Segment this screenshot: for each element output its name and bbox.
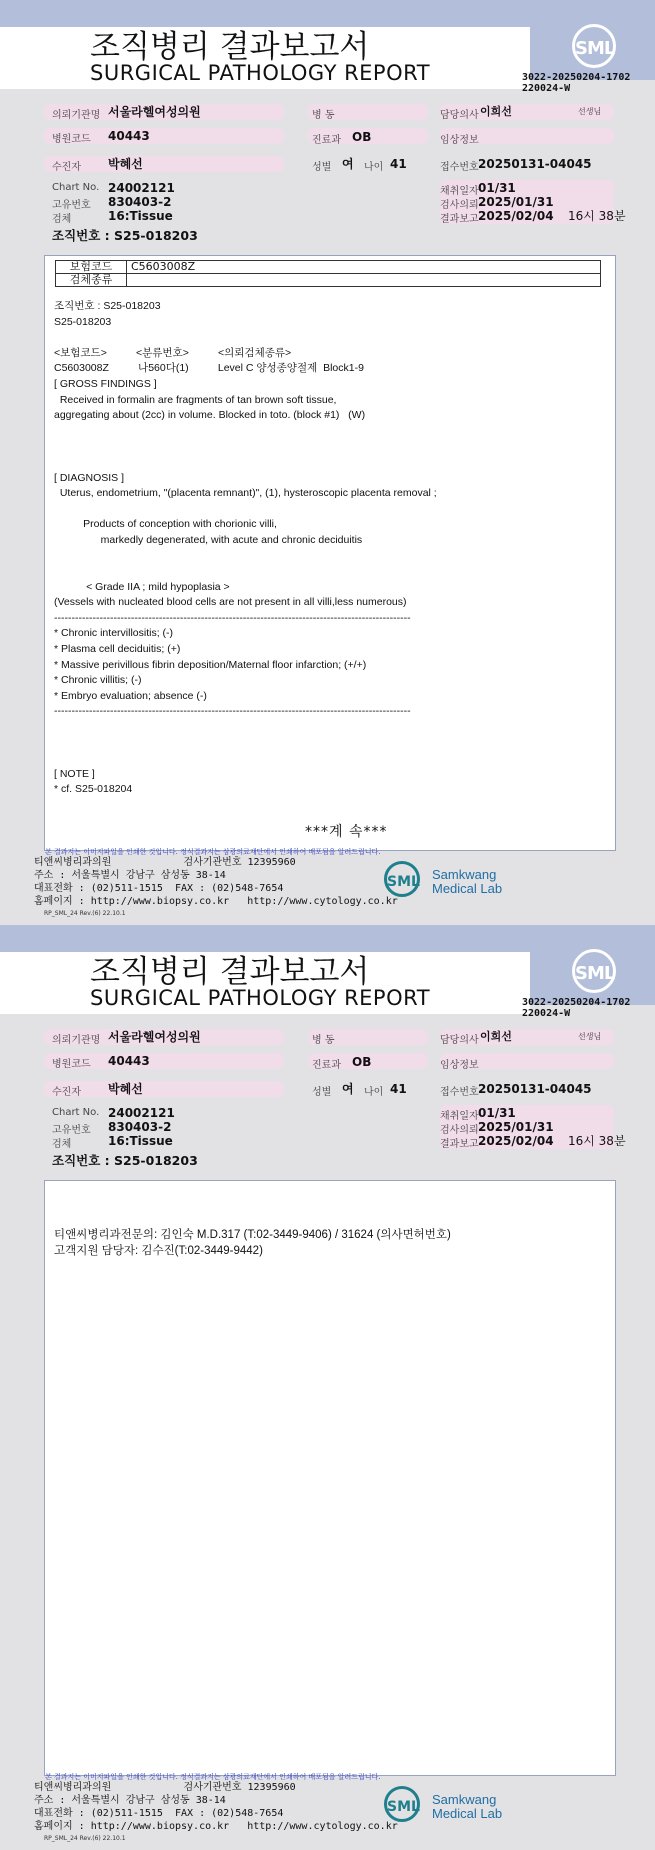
field-department: 진료과 OB: [312, 130, 372, 146]
report-line: < Grade IIA ; mild hypoplasia >: [54, 580, 230, 593]
report-line: [ DIAGNOSIS ]: [54, 471, 125, 484]
footer-notice: 본 결과지는 이미지파일을 인쇄한 것입니다. 정식결과지는 삼광의료재단에서 인쇄하여 배포됨을 알려드립니다.: [45, 1773, 381, 1781]
field-chart-no: Chart No. 24002121: [52, 1106, 175, 1120]
footer-info: 티앤씨병리과의원 검사기관번호 12395960 주소 : 서울특별시 강남구 삼성동 38-14 대표전화 : (02)511-1515 FAX : (02)548-7654 홈페이지 : http://www.biopsy.co.kr http://www.cytology.co.kr: [34, 1782, 398, 1832]
report-line: [54, 549, 437, 565]
continued-mark: ***계 속***: [305, 824, 388, 840]
field-clinical-info: 임상정보: [440, 135, 479, 146]
report-line: [54, 564, 437, 580]
field-hospital: 의뢰기관명 서울라헬여성의원: [52, 105, 201, 121]
report-line: ------------------------------------------------------------------------------------------------------: [54, 705, 411, 718]
report-line: Received in formalin are fragments of tan brown soft tissue,: [54, 393, 337, 406]
report-page-2: [0, 925, 655, 1850]
field-hospital-code: 병원코드 40443: [52, 129, 150, 145]
pathology-number: 조직번호 : S25-018203: [52, 228, 198, 243]
page2-line: 티앤씨병리과전문의: 김인숙 M.D.317 (T:02-3449-9406) / 31624 (의사면허번호): [54, 1229, 451, 1241]
specimen-type: [127, 274, 601, 287]
title-korean: 조직병리 결과보고서: [90, 954, 370, 990]
report-line: <보험코드> <분류번호> <의뢰검체종류>: [54, 346, 292, 359]
report-line: [54, 751, 437, 767]
sml-logo-icon: SML: [572, 24, 616, 68]
report-line: (Vessels with nucleated blood cells are not present in all villi,less numerous): [54, 596, 407, 609]
report-line: [54, 330, 437, 346]
insurance-code-label: 보험코드: [56, 261, 127, 274]
field-collect-date: 채취일자 01/31: [440, 181, 516, 197]
field-specimen: 검체 16:Tissue: [52, 1134, 173, 1150]
report-line: [54, 502, 437, 518]
field-request-date: 검사의뢰 2025/01/31: [440, 1120, 554, 1136]
report-body: [54, 299, 437, 798]
field-specimen: 검체 16:Tissue: [52, 209, 173, 225]
field-id: 고유번호 830403-2: [52, 1120, 172, 1136]
field-hospital: 의뢰기관명 서울라헬여성의원: [52, 1030, 201, 1046]
footer-notice: 본 결과지는 이미지파일을 인쇄한 것입니다. 정식결과지는 삼광의료재단에서 인쇄하여 배포됨을 알려드립니다.: [45, 848, 381, 856]
page2-line: 고객지원 담당자: 김수진(T:02-3449-9442): [54, 1245, 263, 1257]
report-line: [54, 439, 437, 455]
sml-logo-icon: SML: [572, 949, 616, 993]
title-korean: 조직병리 결과보고서: [90, 29, 370, 65]
field-hospital-code: 병원코드 40443: [52, 1054, 150, 1070]
field-sex-age: 성별 여 나이 41: [312, 157, 407, 173]
title-english: SURGICAL PATHOLOGY REPORT: [90, 61, 431, 85]
field-sex-age: 성별 여 나이 41: [312, 1082, 407, 1098]
report-content-box: [44, 1180, 616, 1776]
report-line: * Chronic villitis; (-): [54, 674, 142, 687]
field-collect-date: 채취일자 01/31: [440, 1106, 516, 1122]
field-doctor: 담당의사 이희선 선생님: [440, 105, 602, 121]
report-line: * Plasma cell deciduitis; (+): [54, 643, 181, 656]
samkwang-brand: Samkwang Medical Lab: [432, 1792, 503, 1821]
report-line: [54, 720, 437, 736]
document-code: 3022-20250204-1702 220024-W: [522, 72, 631, 94]
field-patient: 수진자 박혜선: [52, 157, 143, 173]
field-clinical-info: 임상정보: [440, 1060, 479, 1071]
report-line: aggregating about (2cc) in volume. Blocked in toto. (block #1) (W): [54, 409, 366, 422]
report-line: * Embryo evaluation; absence (-): [54, 689, 207, 702]
report-line: Uterus, endometrium, "(placenta remnant)", (1), hysteroscopic placenta removal ;: [54, 487, 437, 500]
pathologist-info: [54, 1227, 451, 1259]
title-english: SURGICAL PATHOLOGY REPORT: [90, 986, 431, 1010]
report-content-box: [44, 255, 616, 851]
report-line: markedly degenerated, with acute and chronic deciduitis: [54, 533, 363, 546]
samkwang-brand: Samkwang Medical Lab: [432, 867, 503, 896]
report-line: [54, 424, 437, 440]
field-chart-no: Chart No. 24002121: [52, 181, 175, 195]
report-line: * cf. S25-018204: [54, 783, 133, 796]
document-code: 3022-20250204-1702 220024-W: [522, 997, 631, 1019]
report-line: Products of conception with chorionic villi,: [54, 518, 277, 531]
report-line: [ GROSS FINDINGS ]: [54, 377, 157, 390]
insurance-table: [55, 260, 601, 287]
field-id: 고유번호 830403-2: [52, 195, 172, 211]
report-line: ------------------------------------------------------------------------------------------------------: [54, 611, 411, 624]
field-receipt: 접수번호 20250131-04045: [440, 1082, 592, 1098]
report-line: C5603008Z 나560다(1) Level C 양성종양절제 Block1-9: [54, 362, 364, 375]
report-line: * Massive perivillous fibrin deposition/Maternal floor infarction; (+/+): [54, 658, 367, 671]
field-patient: 수진자 박혜선: [52, 1082, 143, 1098]
insurance-code: C5603008Z: [127, 261, 601, 274]
field-doctor: 담당의사 이희선 선생님: [440, 1030, 602, 1046]
specimen-type-label: 검체종류: [56, 274, 127, 287]
field-report-date: 결과보고 2025/02/04 16시 38분: [440, 1134, 626, 1150]
field-report-date: 결과보고 2025/02/04 16시 38분: [440, 209, 626, 225]
samkwang-logo-icon: SML: [384, 861, 420, 897]
field-ward: 병 동: [312, 1035, 335, 1046]
field-request-date: 검사의뢰 2025/01/31: [440, 195, 554, 211]
field-ward: 병 동: [312, 110, 335, 121]
samkwang-logo-icon: SML: [384, 1786, 420, 1822]
field-department: 진료과 OB: [312, 1055, 372, 1071]
report-line: [54, 455, 437, 471]
revision-label: RP_SML_24 Rev.(6) 22.10.1: [44, 910, 126, 917]
report-line: 조직번호 : S25-018203: [54, 300, 161, 312]
revision-label: RP_SML_24 Rev.(6) 22.10.1: [44, 1835, 126, 1842]
footer-info: 티앤씨병리과의원 검사기관번호 12395960 주소 : 서울특별시 강남구 삼성동 38-14 대표전화 : (02)511-1515 FAX : (02)548-7654 홈페이지 : http://www.biopsy.co.kr http://www.cytology.co.kr: [34, 857, 398, 907]
report-line: * Chronic intervillositis; (-): [54, 627, 174, 640]
report-line: [54, 736, 437, 752]
report-line: S25-018203: [54, 315, 112, 328]
field-receipt: 접수번호 20250131-04045: [440, 157, 592, 173]
pathology-number: 조직번호 : S25-018203: [52, 1153, 198, 1168]
report-line: [ NOTE ]: [54, 767, 95, 780]
